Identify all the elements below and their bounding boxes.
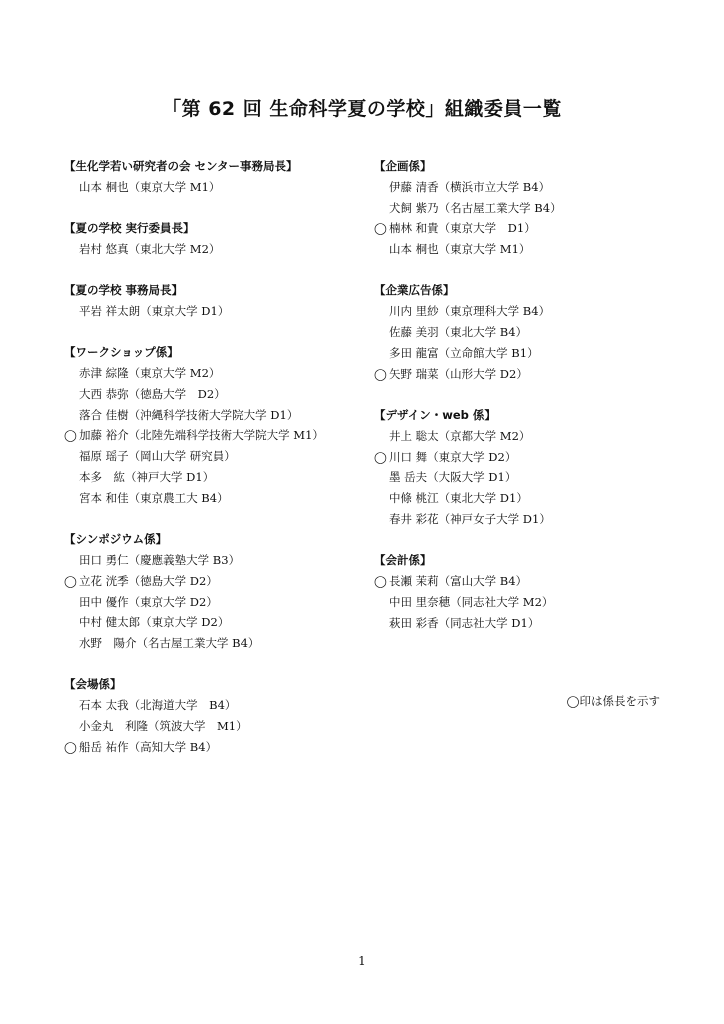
member-row [64,384,364,405]
member-name: 佐藤 美羽（東北大学 B4） [389,325,528,340]
member-row [64,737,364,758]
member-row [374,198,674,219]
member-name: 平岩 祥太朗（東京大学 D1） [79,303,230,318]
leader-mark: ◯ [374,366,387,381]
section-executive-chair [64,218,364,260]
member-row [374,301,674,322]
member-row [374,343,674,364]
section-symposium [64,529,364,654]
member-name: 川内 里紗（東京理科大学 B4） [389,304,551,319]
member-row [64,571,364,592]
member-row [64,592,364,613]
member-name: 岩村 悠真（東北大学 M2） [79,241,221,256]
member-name: 井上 聡太（京都大学 M2） [389,428,531,443]
member-row [374,364,674,385]
member-name: 山本 桐也（東京大学 M1） [389,242,531,257]
member-name: 犬飼 紫乃（名古屋工業大学 B4） [389,200,562,215]
member-name: 田中 優作（東京大学 D2） [79,594,218,609]
member-row [64,177,364,198]
member-row [64,716,364,737]
member-row [64,467,364,488]
member-row [374,509,674,530]
member-name: 長瀬 茉莉（富山大学 B4） [389,574,528,589]
member-name: 本多 紘（神戸大学 D1） [79,470,215,485]
member-name: 中條 桃江（東北大学 D1） [389,491,528,506]
member-name: 宮本 和佳（東京農工大 B4） [79,490,229,505]
section-accounting [374,550,674,633]
section-corporate-ads [374,280,674,384]
member-name: 中村 健太郎（東京大学 D2） [79,615,230,630]
member-name: 水野 陽介（名古屋工業大学 B4） [79,636,260,651]
section-heading: 【ワークショップ係】 [64,345,179,360]
section-heading: 【デザイン・web 係】 [374,407,496,422]
leader-note: ◯印は係長を示す [566,694,660,708]
member-name: 楠林 和貴（東京大学 D1） [389,221,536,236]
member-name: 船岳 祐作（高知大学 B4） [79,739,218,754]
member-row [374,177,674,198]
member-name: 石本 太我（北海道大学 B4） [79,698,237,713]
member-row [374,488,674,509]
section-venue [64,674,364,757]
member-name: 赤津 綜隆（東京大学 M2） [79,366,221,381]
member-name: 加藤 裕介（北陸先端科学技術大学院大学 M1） [79,428,324,443]
member-row [64,239,364,260]
section-heading: 【企業広告係】 [374,283,455,298]
member-name: 落合 佳樹（沖縄科学技術大学院大学 D1） [79,407,299,422]
member-row [374,592,674,613]
member-row [64,363,364,384]
member-name: 多田 龍富（立命館大学 B1） [389,345,539,360]
member-row [374,447,674,468]
member-name: 墨 岳夫（大阪大学 D1） [389,470,517,485]
member-name: 大西 恭弥（徳島大学 D2） [79,386,226,401]
member-row [374,322,674,343]
member-row [64,405,364,426]
member-name: 萩田 彩香（同志社大学 D1） [389,615,540,630]
member-row [64,446,364,467]
member-name: 伊藤 清香（横浜市立大学 B4） [389,179,551,194]
member-row [64,550,364,571]
member-name: 中田 里奈穂（同志社大学 M2） [389,594,554,609]
member-row [374,613,674,634]
leader-mark: ◯ [64,739,77,754]
section-heading: 【生化学若い研究者の会 センター事務局長】 [64,159,298,173]
section-workshop [64,342,364,508]
section-heading: 【企画係】 [374,159,432,173]
left-column [64,156,364,778]
member-row [374,571,674,592]
member-row [64,612,364,633]
member-row [64,633,364,654]
member-name: 川口 舞（東京大学 D2） [389,449,517,464]
leader-mark: ◯ [64,428,77,443]
leader-mark: ◯ [374,449,387,464]
member-name: 小金丸 利隆（筑波大学 M1） [79,719,248,734]
section-heading: 【シンポジウム係】 [64,532,168,547]
section-secretary-general [64,280,364,322]
right-column [374,156,674,654]
member-row [64,695,364,716]
section-heading: 【夏の学校 事務局長】 [64,283,184,298]
section-heading: 【会計係】 [374,553,432,568]
member-name: 立花 洸季（徳島大学 D2） [79,573,218,588]
leader-mark: ◯ [374,221,387,236]
page-number: 1 [358,954,366,968]
member-row [64,488,364,509]
section-design-web [374,405,674,530]
member-name: 山本 桐也（東京大学 M1） [79,179,221,194]
section-heading: 【会場係】 [64,677,122,692]
section-heading: 【夏の学校 実行委員長】 [64,221,195,236]
leader-mark: ◯ [374,574,387,589]
section-center-secretary [64,156,364,198]
member-name: 矢野 瑞菜（山形大学 D2） [389,366,528,381]
member-name: 春井 彩花（神戸女子大学 D1） [389,511,551,526]
member-name: 田口 勇仁（慶應義塾大学 B3） [79,552,241,567]
member-row [374,467,674,488]
section-planning [374,156,674,260]
member-name: 福原 瑶子（岡山大学 研究員） [79,449,236,464]
leader-mark: ◯ [64,573,77,588]
member-row [374,239,674,260]
page-title: 「第 62 回 生命科学夏の学校」組織委員一覧 [162,98,562,120]
member-row [374,218,674,239]
member-row [64,425,364,446]
member-row [374,426,674,447]
member-row [64,301,364,322]
